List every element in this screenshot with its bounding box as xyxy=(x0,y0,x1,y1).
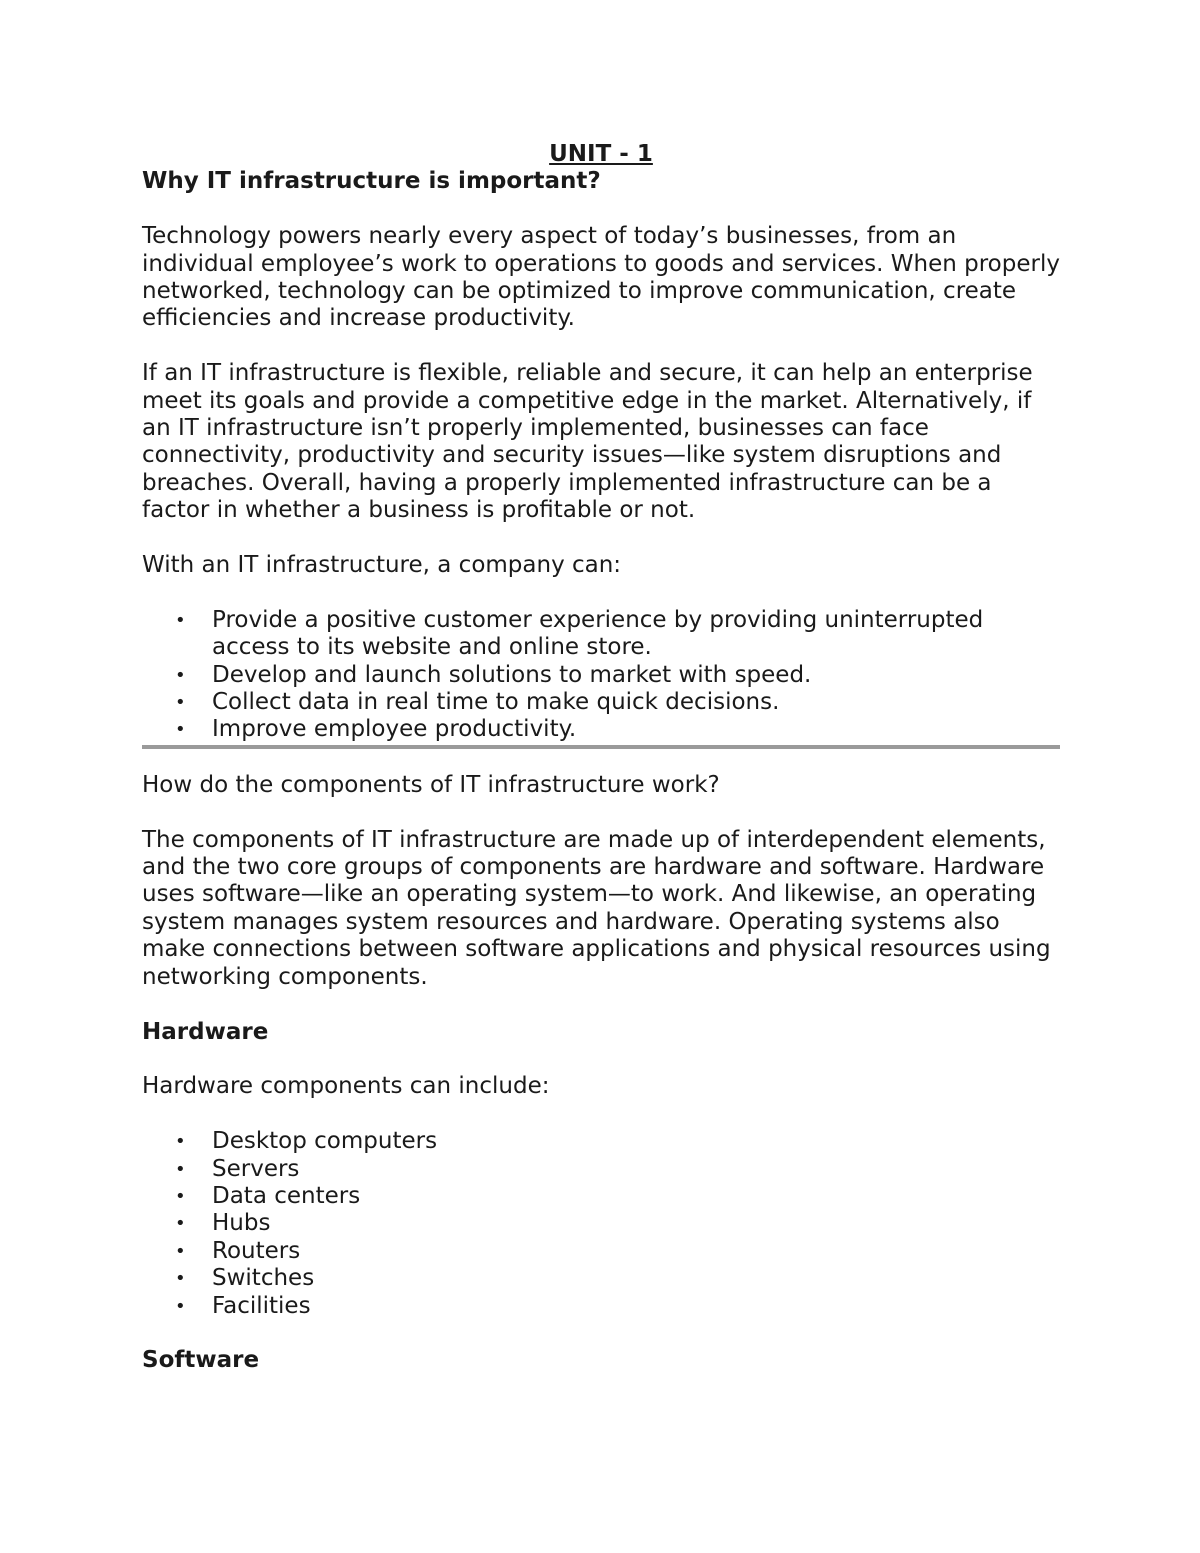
list-item-text: Facilities xyxy=(212,1292,311,1319)
paragraph-components: The components of IT infrastructure are made up of interdependent elements, and the two core groups of components are hardware and software. Hardware uses software—like an operating system—to work. And likewise, an operating system manages system resources and hardware. Operating systems also make connections between software applications and physical resources using networking components. xyxy=(142,826,1051,990)
paragraph-hardware-include: Hardware components can include: xyxy=(142,1073,550,1100)
bullet-icon: • xyxy=(175,719,186,741)
unit-title: UNIT - 1 xyxy=(549,141,653,167)
list-item xyxy=(142,1293,1060,1320)
bullet-icon: • xyxy=(175,1240,186,1262)
bullet-icon: • xyxy=(175,1213,186,1235)
bullet-icon: • xyxy=(175,1295,186,1317)
list-item xyxy=(142,607,1060,662)
list-item xyxy=(142,1210,1060,1237)
list-item-text: Desktop computers xyxy=(212,1128,438,1155)
list-item-text: Develop and launch solutions to market with speed. xyxy=(212,661,812,688)
list-item-text: Servers xyxy=(212,1155,300,1182)
heading-software: Software xyxy=(142,1347,260,1374)
hardware-list xyxy=(142,1128,1060,1320)
list-item xyxy=(142,662,1060,689)
list-item xyxy=(142,1156,1060,1183)
list-item-text: Collect data in real time to make quick decisions. xyxy=(212,689,780,716)
paragraph-flexible-reliable: If an IT infrastructure is flexible, reliable and secure, it can help an enterprise meet its goals and provide a competitive edge in the market. Alternatively, if an IT infrastructure isn’t properly implemented, businesses can face connectivity, productivity and security issues—like system disruptions and breaches. Overall, having a properly implemented infrastructure can be a factor in whether a business is profitable or not. xyxy=(142,360,1033,524)
list-item-text: Provide a positive customer experience by providing uninterrupted access to its website and online store. xyxy=(212,606,984,661)
list-item-text: Hubs xyxy=(212,1210,271,1237)
bullet-icon: • xyxy=(175,1158,186,1180)
horizontal-rule xyxy=(142,745,1060,749)
bullet-icon: • xyxy=(175,1185,186,1207)
list-item xyxy=(142,1128,1060,1155)
list-item xyxy=(142,689,1060,716)
bullet-icon: • xyxy=(175,609,186,631)
list-item-text: Improve employee productivity. xyxy=(212,716,577,743)
company-can-list xyxy=(142,607,1060,744)
paragraph-company-can: With an IT infrastructure, a company can: xyxy=(142,552,622,579)
list-item xyxy=(142,1265,1060,1292)
list-item-text: Data centers xyxy=(212,1182,361,1209)
heading-why-important: Why IT infrastructure is important? xyxy=(142,168,601,195)
bullet-icon: • xyxy=(175,664,186,686)
paragraph-technology-powers: Technology powers nearly every aspect of today’s businesses, from an individual employee’s work to operations to goods and services. When properly networked, technology can be optimized to improve communication, create efficiencies and increase productivity. xyxy=(142,223,1060,332)
bullet-icon: • xyxy=(175,692,186,714)
list-item-text: Switches xyxy=(212,1265,315,1292)
list-item xyxy=(142,1238,1060,1265)
list-item xyxy=(142,716,1060,743)
bullet-icon: • xyxy=(175,1268,186,1290)
bullet-icon: • xyxy=(175,1131,186,1153)
list-item xyxy=(142,1183,1060,1210)
document-page xyxy=(142,141,1060,1375)
heading-how-components-work: How do the components of IT infrastructure work? xyxy=(142,771,720,798)
heading-hardware: Hardware xyxy=(142,1018,269,1045)
list-item-text: Routers xyxy=(212,1237,301,1264)
